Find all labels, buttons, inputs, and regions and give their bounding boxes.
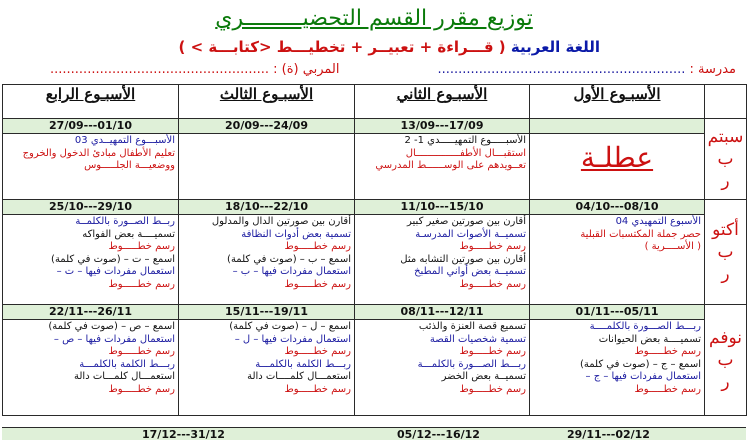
lesson-line: تسمية بعض أدوات النظافة (241, 228, 351, 240)
lesson-line: أقارن بين صورتين صغير كبير (407, 216, 526, 227)
lesson-line: رسم خطـــــوط (108, 346, 175, 357)
lesson-line: تسميــــة بعض الحيوانات (598, 333, 701, 345)
subject-breakdown: ( قـــراءة + تعبيــر + تخطيـــط <كتابـــة > ) (178, 38, 506, 56)
lesson-line: أقارن بين صورتين الدال والمدلول (211, 216, 351, 227)
lesson-line: اسمع – ل – (صوت في كلمة) (229, 321, 351, 332)
date-cell: 18/10---22/10 (179, 200, 355, 215)
lesson-line: ربـــط الصـــورة بالكلمـــة (417, 358, 526, 370)
lesson-line: اسمع – ب – (صوت في كلمة) (227, 253, 351, 265)
holiday-label: عطلـة (580, 141, 654, 174)
lesson-line: تعليم الأطفال مبادئ الدخول والخروج (22, 147, 175, 159)
lesson-line: الأسبوع التمهيدي 04 (615, 216, 701, 227)
lesson-line: رسم خطـــــوط (634, 383, 701, 395)
content-row-november (3, 320, 747, 416)
date-cell (530, 119, 705, 134)
lesson-line: ربــط الصــورة بالكلمــة (75, 216, 175, 227)
date-row-september (3, 119, 747, 134)
lesson-line: ( الأســــرية ) (644, 241, 701, 252)
lesson-line: ربـــط الكلمة بالكلمـــة (79, 358, 175, 370)
week-cell (179, 320, 355, 416)
lesson-line: اسمع – ج – (صوت في كلمة) (580, 358, 701, 370)
lesson-line: تسميــــة بعض الفواكه (82, 228, 175, 240)
month-september: سبتم ب ر (705, 119, 747, 200)
lesson-line: استعمـــال كلمـــات دالة (74, 371, 175, 382)
lesson-line: رسم خطـــــوط (284, 278, 351, 290)
week-cell (355, 215, 530, 305)
school-label: مدرسة : (689, 62, 736, 77)
lesson-line: استعمال مفردات فيها – ت – (56, 266, 175, 277)
schedule-table (2, 84, 747, 416)
week-cell (530, 134, 705, 200)
month-october: أكتو ب ر (705, 200, 747, 305)
week-1-header: الأسبـوع الأول (530, 85, 705, 119)
lesson-line: استعمال مفردات فيها – ج – (585, 371, 701, 382)
lesson-line: تسميع قصة العنزة والذئب (418, 321, 526, 332)
lesson-line: استعمال مفردات فيها – ب – (232, 266, 351, 277)
date-cell: 15/11---19/11 (179, 305, 355, 320)
school-field (437, 62, 736, 77)
lesson-line: رسم خطـــــوط (108, 278, 175, 290)
lesson-line: رسم خطـــــوط (459, 278, 526, 290)
week-3-header: الأسبـوع الثالث (179, 85, 355, 119)
lesson-line: تسمية شخصيات القصة (429, 333, 526, 345)
lesson-line: رسم خطـــــوط (459, 241, 526, 252)
content-row-october (3, 215, 747, 305)
lesson-line: رسم خطـــــوط (284, 241, 351, 252)
school-dots: ............................................................ (437, 62, 686, 77)
lesson-line: حصر جملة المكتسبات القبلية (580, 228, 701, 240)
date-row-october (3, 200, 747, 215)
teacher-label: المربي (ة) : (273, 62, 340, 77)
week-cell (3, 320, 179, 416)
lesson-line: رسم خطـــــوط (108, 241, 175, 252)
date-cell: 22/11---26/11 (3, 305, 179, 320)
lesson-line: رسم خطـــــوط (284, 383, 351, 395)
week-cell (355, 320, 530, 416)
content-row-september (3, 134, 747, 200)
date-row-november (3, 305, 747, 320)
lesson-line: ربـــط الصـــورة بالكلمــــة (589, 321, 701, 332)
week-cell (3, 134, 179, 200)
lesson-line: استقبـــال الأطفـــــــــــــــال (405, 147, 526, 159)
lesson-line: اسمع – ص – (صوت في كلمة) (48, 321, 175, 332)
subject-line (120, 38, 600, 56)
lesson-line: الأسبـــوع التمهيــدي 03 (74, 135, 175, 146)
lesson-line: اسمع – ت – (صوت في كلمة) (51, 253, 175, 265)
date-cell: 27/09---01/10 (3, 119, 179, 134)
month-november: نوفم ب ر (705, 305, 747, 416)
date-cell: 17/12---31/12 (142, 428, 225, 441)
lesson-line: استعمال مفردات فيها – ل – (234, 333, 351, 345)
lesson-line: تعــويدهم على الوســــــط المدرسي (375, 160, 526, 171)
lesson-line: رسم خطـــــوط (284, 346, 351, 357)
lesson-line: تسميــة الأصوات المدرسـة (415, 228, 526, 240)
lesson-line: أقارن بين صورتين التشابه مثل (400, 253, 526, 265)
month-header (705, 85, 747, 119)
lesson-line: الأسبـــــوع التمهيـــــدي 1- 2 (404, 135, 526, 146)
week-cell (3, 215, 179, 305)
date-cell: 13/09---17/09 (355, 119, 530, 134)
date-cell: 11/10---15/10 (355, 200, 530, 215)
date-cell: 04/10---08/10 (530, 200, 705, 215)
lesson-line: استعمال مفردات فيها – ص – (53, 333, 175, 345)
week-cell (530, 320, 705, 416)
week-cell (179, 134, 355, 200)
date-cell: 08/11---12/11 (355, 305, 530, 320)
teacher-dots: ..................................................... (50, 62, 270, 77)
lesson-line: رسم خطـــــوط (634, 346, 701, 357)
lesson-line: تسميــة بعض الخضر (441, 371, 526, 382)
date-cell: 01/11---05/11 (530, 305, 705, 320)
december-date-strip (2, 427, 746, 440)
week-cell (530, 215, 705, 305)
lesson-line: استعمـــال كلمــــات دالة (247, 371, 351, 382)
date-cell: 29/11---02/12 (567, 428, 650, 441)
teacher-field (50, 62, 339, 77)
lesson-line: ربـــط الكلمة بالكلمـــة (255, 358, 351, 370)
subject-name: اللغة العربية (510, 38, 600, 56)
page-title: توزيع مقرر القسم التحضيـــــــــري (215, 6, 533, 31)
week-cell (355, 134, 530, 200)
lesson-line: تسميــة بعض أواني المطبخ (414, 266, 526, 277)
lesson-line: ووضعيـــة الجلـــــوس (84, 160, 175, 171)
lesson-line: رسم خطـــــوط (108, 383, 175, 395)
header-row (3, 85, 747, 119)
week-2-header: الأسبـوع الثاني (355, 85, 530, 119)
date-cell: 05/12---16/12 (397, 428, 480, 441)
week-4-header: الأسبـوع الرابع (3, 85, 179, 119)
date-cell: 25/10---29/10 (3, 200, 179, 215)
week-cell (179, 215, 355, 305)
date-cell: 20/09---24/09 (179, 119, 355, 134)
lesson-line: رسم خطـــــوط (459, 383, 526, 395)
lesson-line: رسم خطـــــوط (459, 346, 526, 357)
